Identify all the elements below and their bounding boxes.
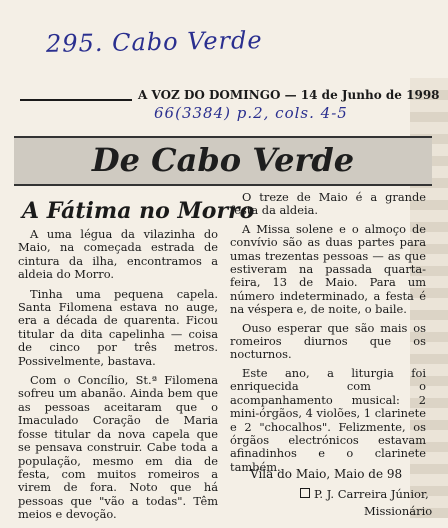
signature-role: Missionário xyxy=(364,504,433,518)
article-paragraph: Ouso esperar que são mais os romeiros diurnos que os nocturnos. xyxy=(230,320,426,362)
publication-rule xyxy=(20,99,132,101)
article-headline: A Fátima no Morro xyxy=(22,198,255,224)
article-right-column xyxy=(230,191,426,479)
article-left-column xyxy=(18,228,218,528)
section-banner-title: De Cabo Verde xyxy=(91,141,355,179)
article-paragraph: A Missa solene e o almoço de convívio são as duas partes para umas trezentas pessoas — as que estiveram na passada quarta-feira, 13 de Maio. Para um número indeterminado, a festa é na véspera e, de noite, o baile. xyxy=(230,221,426,317)
article-paragraph: Tinha uma pequena capela. Santa Filomena estava no auge, era a década de quarenta. Ficou titular da dita capelinha — coisa de cinco por três metros. Possivelmente, bastava. xyxy=(18,286,218,368)
article-paragraph: Com o Concílio, St.ª Filomena sofreu um abanão. Ainda bem que as pessoas aceitaram que o Imaculado Coração de Maria fosse titular da nova capela que se pensava construir. Cabe toda a população, mesmo em dia de festa, com muitos romeiros a virem de fora. Noto que há pessoas que "vão a todas". Têm meios e devoção. xyxy=(18,373,218,522)
publication-line: A VOZ DO DOMINGO — 14 de Junho de 1998 xyxy=(138,88,440,102)
author-name: P. J. Carreira Júnior, xyxy=(314,487,429,501)
article-paragraph: A uma légua da vilazinha do Maio, na começada estrada de cintura da ilha, encontramos a aldeia do Morro. xyxy=(18,227,218,282)
article-paragraph: Este ano, a liturgia foi enriquecida com o acompanhamento musical: 2 mini-órgãos, 4 violões, 1 clarinete e 2 "chocalhos". Felizmente, os órgãos electrónicos estavam afinadinhos e o clarinete também. xyxy=(230,365,426,474)
signature-place-date: Vila do Maio, Maio de 98 xyxy=(250,467,403,481)
bullet-square-icon xyxy=(300,488,310,498)
handwritten-archive-note: 295. Cabo Verde xyxy=(45,26,263,58)
handwritten-reference-note: 66(3384) p.2, cols. 4-5 xyxy=(154,104,348,122)
signature-author xyxy=(300,487,429,501)
article-paragraph: O treze de Maio é a grande festa da aldeia. xyxy=(230,190,426,218)
section-banner xyxy=(14,136,432,186)
